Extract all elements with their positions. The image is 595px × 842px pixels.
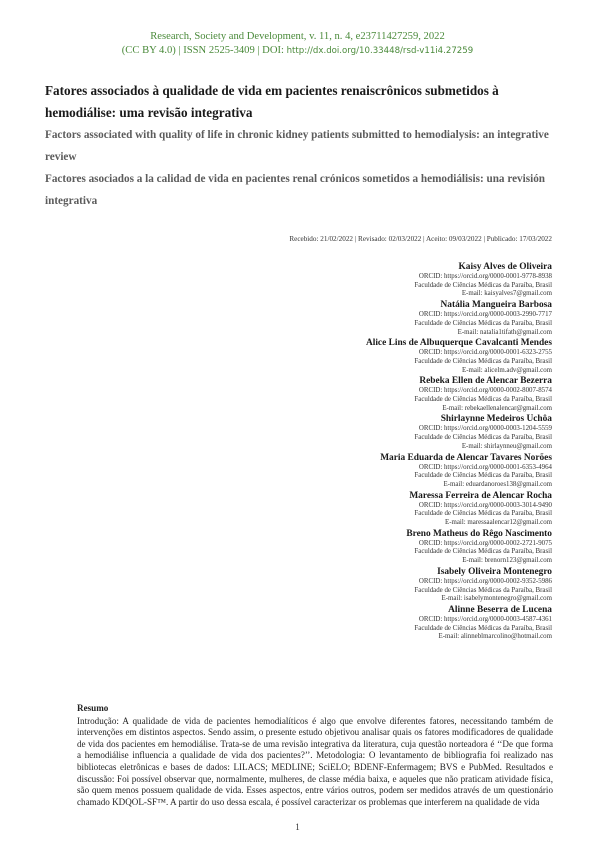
- author-affiliation: Faculdade de Ciências Médicas da Paraíba, Brasil: [414, 319, 552, 327]
- author-name: Breno Matheus do Rêgo Nascimento: [406, 528, 552, 539]
- title-spanish: Factores asociados a la calidad de vida en pacientes renal crónicos sometidos a hemodiálisis: una revisión integrativa: [45, 173, 546, 207]
- author-block: [172, 413, 552, 451]
- author-orcid[interactable]: ORCID: https://orcid.org/0000-0001-9778-8938: [418, 273, 552, 280]
- author-block: [172, 490, 552, 528]
- license-issn: (CC BY 4.0) | ISSN 2525-3409 | DOI:: [121, 45, 287, 56]
- author-name: Alice Lins de Albuquerque Cavalcanti Mendes: [365, 338, 552, 349]
- author-orcid[interactable]: ORCID: https://orcid.org/0000-0003-4587-4361: [418, 615, 552, 623]
- page-number: 1: [295, 822, 300, 832]
- author-list: [172, 261, 552, 642]
- author-email[interactable]: E-mail: alinneblmarcolino@hotmail.com: [438, 633, 552, 641]
- author-affiliation: Faculdade de Ciências Médicas da Paraíba, Brasil: [414, 281, 552, 289]
- author-email[interactable]: E-mail: maressaalencar12@gmail.com: [445, 519, 552, 527]
- author-block: [172, 375, 552, 413]
- submission-dates: Recebido: 21/02/2022 | Revisado: 02/03/2022 | Aceito: 09/03/2022 | Publicado: 17/03/2022: [289, 235, 552, 243]
- author-email[interactable]: E-mail: brenorn123@gmail.com: [462, 557, 552, 565]
- doi-link[interactable]: http://dx.doi.org/10.33448/rsd-v11i4.27259: [286, 46, 474, 56]
- abstract-heading: Resumo: [77, 703, 109, 713]
- journal-issn-doi: [0, 44, 595, 58]
- author-block: [172, 261, 552, 299]
- author-affiliation: Faculdade de Ciências Médicas da Paraíba, Brasil: [414, 396, 552, 404]
- author-orcid[interactable]: ORCID: https://orcid.org/0000-0003-3014-9490: [418, 501, 552, 509]
- author-email[interactable]: E-mail: eduardanoroes138@gmail.com: [443, 480, 552, 488]
- author-block: [172, 566, 552, 604]
- author-orcid[interactable]: ORCID: https://orcid.org/0000-0003-1204-5559: [418, 425, 552, 433]
- author-name: Isabely Oliveira Montenegro: [437, 566, 552, 577]
- author-block: [172, 299, 552, 337]
- author-name: Maria Eduarda de Alencar Tavares Norões: [380, 452, 552, 463]
- author-affiliation: Faculdade de Ciências Médicas da Paraíba, Brasil: [414, 472, 552, 480]
- abstract-section: [77, 703, 553, 808]
- author-affiliation: Faculdade de Ciências Médicas da Paraíba, Brasil: [414, 548, 552, 556]
- author-orcid[interactable]: ORCID: https://orcid.org/0000-0001-6353-4964: [418, 463, 552, 471]
- journal-header: [0, 30, 595, 58]
- article-titles: [45, 80, 553, 212]
- author-name: Maressa Ferreira de Alencar Rocha: [409, 490, 552, 501]
- author-email[interactable]: E-mail: shirlaynneu@gmail.com: [461, 442, 552, 450]
- author-orcid[interactable]: ORCID: https://orcid.org/0000-0002-2721-9075: [418, 539, 552, 547]
- author-affiliation: Faculdade de Ciências Médicas da Paraíba, Brasil: [414, 357, 552, 365]
- author-block: [172, 528, 552, 566]
- author-affiliation: Faculdade de Ciências Médicas da Paraíba, Brasil: [414, 624, 552, 632]
- title-english: Factors associated with quality of life in chronic kidney patients submitted to hemodialysis: an integrative review: [45, 129, 549, 163]
- author-email[interactable]: E-mail: natalia1tifath@gmail.com: [457, 328, 552, 336]
- author-email[interactable]: E-mail: alicelm.adv@gmail.com: [462, 366, 552, 374]
- author-name: Alinne Beserra de Lucena: [448, 604, 552, 615]
- author-orcid[interactable]: ORCID: https://orcid.org/0000-0002-8007-8574: [418, 387, 552, 395]
- title-portuguese: Fatores associados à qualidade de vida em pacientes renaiscrônicos submetidos à hemodiálise: uma revisão integrativa: [45, 83, 499, 120]
- author-affiliation: Faculdade de Ciências Médicas da Paraíba, Brasil: [414, 434, 552, 442]
- author-affiliation: Faculdade de Ciências Médicas da Paraíba, Brasil: [414, 510, 552, 518]
- author-name: Rebeka Ellen de Alencar Bezerra: [419, 376, 552, 387]
- author-email[interactable]: E-mail: kaisyalves7@gmail.com: [461, 290, 552, 298]
- journal-citation: Research, Society and Development, v. 11, n. 4, e23711427259, 2022: [150, 31, 445, 42]
- author-orcid[interactable]: ORCID: https://orcid.org/0000-0001-6323-2755: [418, 349, 552, 357]
- author-block: [172, 604, 552, 642]
- author-block: [172, 452, 552, 490]
- author-name: Shirlaynne Medeiros Uchôa: [440, 414, 552, 425]
- author-affiliation: Faculdade de Ciências Médicas da Paraíba, Brasil: [414, 586, 552, 594]
- author-orcid[interactable]: ORCID: https://orcid.org/0000-0003-2990-7717: [418, 311, 552, 319]
- author-orcid[interactable]: ORCID: https://orcid.org/0000-0002-9352-5986: [418, 577, 552, 585]
- author-name: Kaisy Alves de Oliveira: [458, 262, 552, 272]
- author-name: Natália Mangueira Barbosa: [440, 300, 552, 311]
- author-email[interactable]: E-mail: isabelymontenegro@gmail.com: [441, 595, 552, 603]
- abstract-text: Introdução: A qualidade de vida de pacientes hemodialíticos é algo que envolve diferentes fatores, necessitando também de intervenções em distintos aspectos. Sendo assim, o presente estudo objetivou analisar quais os fatores modificadores de qualidade de vida dos pacientes em hemodiálise. Trata-se de uma revisão integrativa da literatura, cuja questão norteadora é ‘‘De que forma a hemodiálise influencia a qualidade de vida dos pacientes?’’. Metodologia: O levantamento de bibliografia foi realizado nas bibliotecas eletrônicas e bases de dados: LILACS; MEDLINE; SciELO; BDENF-Enfermagem; BVS e PubMed. Resultados e discussão: Foi possível observar que, normalmente, mulheres, de classe média baixa, e aqueles que não praticam atividade física, são quem menos possuem qualidade de vida. Esses aspectos, entre vários outros, podem ser medidos através de um questionário chamado KDQOL-SF™. A partir do uso dessa escala, é possível caracterizar os problemas que interferem na qualidade de vida: [77, 715, 553, 807]
- author-email[interactable]: E-mail: rebekaellenalencar@gmail.com: [442, 404, 552, 412]
- author-block: [172, 337, 552, 375]
